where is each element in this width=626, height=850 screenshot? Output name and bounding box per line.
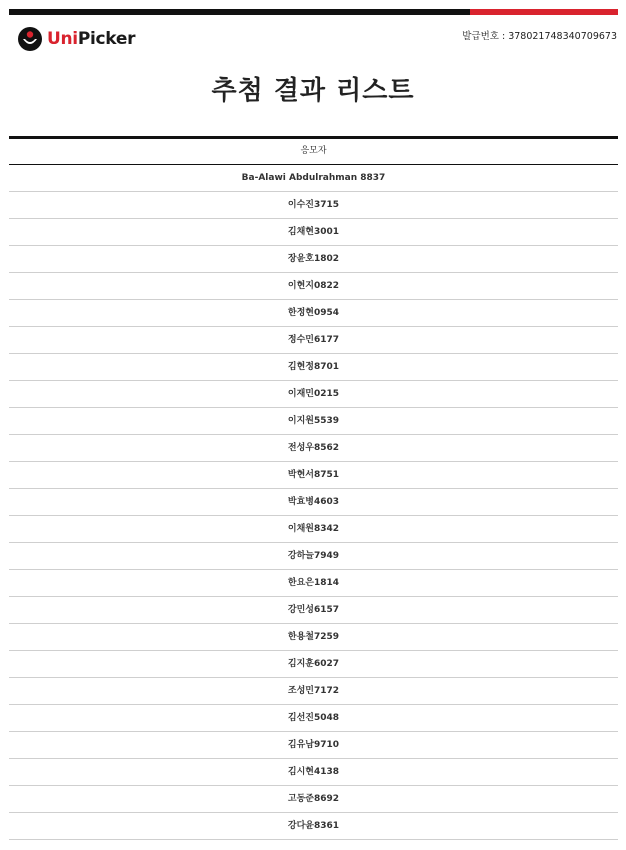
top-bar-red-segment <box>470 9 618 15</box>
table-row: 김채현3001 <box>9 219 618 246</box>
top-bar-black-segment <box>9 9 470 15</box>
unipicker-logo-icon <box>18 27 42 51</box>
table-row: 강다윤8361 <box>9 813 618 840</box>
table-row: 김지훈6027 <box>9 651 618 678</box>
logo-text-picker: Picker <box>77 29 136 49</box>
table-row: 한용철7259 <box>9 624 618 651</box>
table-body <box>9 165 618 840</box>
unipicker-logo <box>18 26 135 52</box>
table-row: 김현정8701 <box>9 354 618 381</box>
table-row: 이채원8342 <box>9 516 618 543</box>
table-row: 한요은1814 <box>9 570 618 597</box>
results-table <box>9 136 618 840</box>
table-row: 김유남9710 <box>9 732 618 759</box>
table-row: 강민성6157 <box>9 597 618 624</box>
table-row: 박현서8751 <box>9 462 618 489</box>
top-accent-bar <box>9 9 618 15</box>
logo-wordmark <box>47 27 135 51</box>
table-row: 강하늘7949 <box>9 543 618 570</box>
table-row: 이재민0215 <box>9 381 618 408</box>
table-row: 전성우8562 <box>9 435 618 462</box>
table-header: 응모자 <box>9 139 618 165</box>
table-row: Ba-Alawi Abdulrahman 8837 <box>9 165 618 192</box>
logo-text-uni: Uni <box>47 29 78 49</box>
table-row: 이수진3715 <box>9 192 618 219</box>
table-row: 정수민6177 <box>9 327 618 354</box>
table-row: 박효병4603 <box>9 489 618 516</box>
issue-number: 발급번호 : 378021748340709673 <box>462 31 617 42</box>
table-row: 김선진5048 <box>9 705 618 732</box>
table-row: 김시현4138 <box>9 759 618 786</box>
table-row: 이지원5539 <box>9 408 618 435</box>
table-row: 장윤호1802 <box>9 246 618 273</box>
table-row: 조성민7172 <box>9 678 618 705</box>
page-title: 추첨 결과 리스트 <box>211 76 415 106</box>
table-row: 한정현0954 <box>9 300 618 327</box>
table-row: 고동준8692 <box>9 786 618 813</box>
table-row: 이현지0822 <box>9 273 618 300</box>
